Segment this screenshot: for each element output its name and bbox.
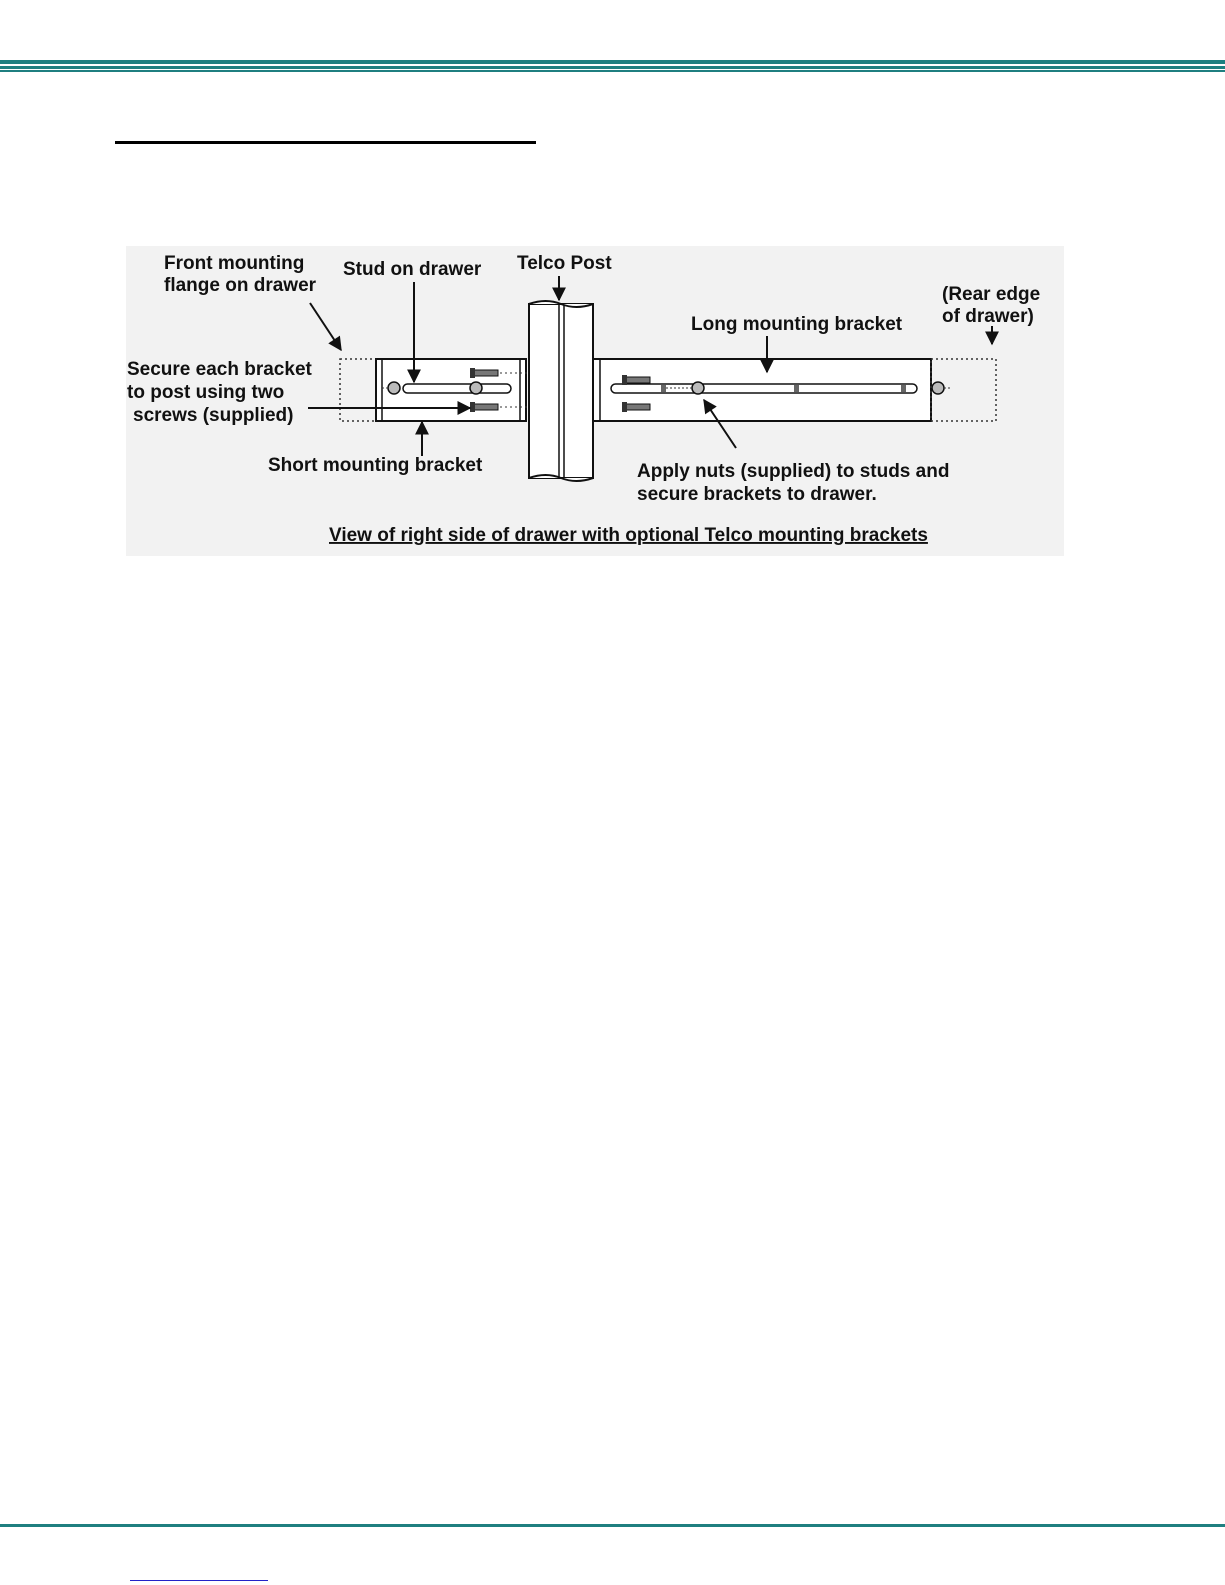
stud-long-front	[692, 382, 704, 394]
label-rear-edge-1: (Rear edge	[942, 284, 1041, 305]
long-bracket-slot	[611, 384, 917, 393]
telco-bracket-figure	[126, 246, 1064, 556]
telco-bracket-diagram	[126, 246, 1064, 556]
stud-short-front	[388, 382, 400, 394]
stud-long-rear	[932, 382, 944, 394]
figure-caption: View of right side of drawer with optional Telco mounting brackets	[329, 525, 928, 546]
label-rear-edge-2: of drawer)	[942, 306, 1034, 327]
label-apply-2: secure brackets to drawer.	[637, 484, 877, 505]
label-telco-post: Telco Post	[517, 253, 612, 274]
screw-bottom-right	[626, 404, 650, 410]
front-flange	[340, 359, 376, 421]
header-rule-bottom	[0, 70, 1225, 72]
label-long-bracket: Long mounting bracket	[691, 314, 903, 335]
short-bracket-slot	[403, 384, 511, 393]
label-secure-3: screws (supplied)	[133, 405, 294, 426]
label-secure-2: to post using two	[127, 382, 285, 403]
label-apply-1: Apply nuts (supplied) to studs and	[637, 461, 950, 482]
label-short-bracket: Short mounting bracket	[268, 455, 483, 476]
stud-short-rear	[470, 382, 482, 394]
footer-link-underline[interactable]	[130, 1580, 268, 1581]
footer-rule	[0, 1524, 1225, 1527]
telco-post	[529, 304, 593, 478]
label-stud: Stud on drawer	[343, 259, 482, 280]
section-heading-underline	[115, 141, 536, 144]
screw-top-right	[626, 377, 650, 383]
label-front-flange-2: flange on drawer	[164, 275, 317, 296]
label-secure-1: Secure each bracket	[127, 359, 312, 380]
label-front-flange-1: Front mounting	[164, 253, 305, 274]
screw-top-left	[474, 370, 498, 376]
screw-bottom-left	[474, 404, 498, 410]
